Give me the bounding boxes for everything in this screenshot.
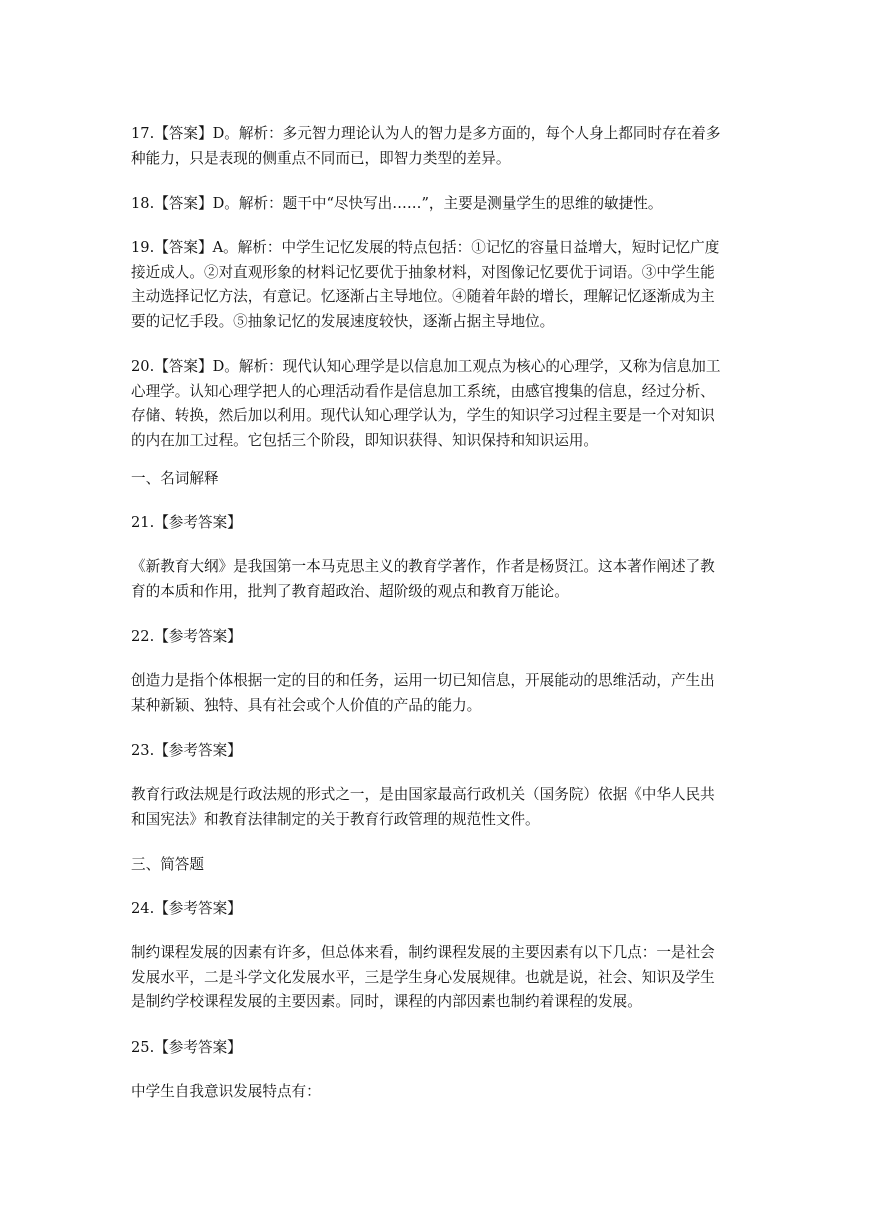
answer-22-line-1: 创造力是指个体根据一定的目的和任务，运用一切已知信息，开展能动的思维活动，产生出 (131, 672, 715, 689)
answer-24-line-3: 是制约学校课程发展的主要因素。同时，课程的内部因素也制约着课程的发展。 (131, 993, 642, 1010)
answer-23-line-2: 和国宪法》和教育法律制定的关于教育行政管理的规范性文件。 (131, 810, 540, 828)
answer-21-line-1: 《新教育大纲》是我国第一本马克思主义的教育学著作，作者是杨贤江。这本著作阐述了教 (131, 558, 715, 575)
answer-23-line-1: 教育行政法规是行政法规的形式之一，是由国家最高行政机关（国务院）依据《中华人民共 (131, 786, 715, 803)
answer-25-line-1: 中学生自我意识发展特点有： (131, 1083, 321, 1100)
answer-23-body (131, 783, 737, 832)
section-heading-terms: 一、名词解释 (131, 470, 219, 487)
answer-21-line-2: 育的本质和作用，批判了教育超政治、超阶级的观点和教育万能论。 (131, 582, 569, 600)
answer-17-line-2: 种能力，只是表现的侧重点不同而已，即智力类型的差异。 (131, 149, 511, 167)
answer-24-line-2: 发展水平，二是斗学文化发展水平，三是学生身心发展规律。也就是说，社会、知识及学生 (131, 968, 715, 986)
answer-24-heading: 24.【参考答案】 (131, 900, 242, 917)
answer-18-line-1: 18.【答案】D。解析：题干中“尽快写出……”，主要是测量学生的思维的敏捷性。 (131, 195, 663, 212)
answer-24-body (131, 941, 737, 1015)
answer-19-line-4: 要的记忆手段。⑤抽象记忆的发展速度较快，逐渐占据主导地位。 (131, 312, 555, 330)
answer-20-line-1: 20.【答案】D。解析：现代认知心理学是以信息加工观点为核心的心理学，又称为信息加工 (131, 358, 721, 375)
answer-19-line-1: 19.【答案】A。解析：中学生记忆发展的特点包括：①记忆的容量日益增大，短时记忆广度 (131, 239, 720, 256)
answer-18 (131, 192, 737, 217)
answer-22-heading: 22.【参考答案】 (131, 628, 242, 645)
section-heading-short-answer: 三、简答题 (131, 856, 204, 873)
answer-22-body (131, 669, 737, 718)
answer-21-heading: 21.【参考答案】 (131, 514, 242, 531)
answer-20-line-2: 心理学。认知心理学把人的心理活动看作是信息加工系统，由感官搜集的信息，经过分析、 (131, 382, 715, 400)
answer-22-line-2: 某种新颖、独特、具有社会或个人价值的产品的能力。 (131, 696, 482, 714)
answer-17-line-1: 17.【答案】D。解析：多元智力理论认为人的智力是多方面的，每个人身上都同时存在着多 (131, 125, 721, 142)
answer-20-line-3: 存储、转换，然后加以利用。现代认知心理学认为，学生的知识学习过程主要是一个对知识 (131, 407, 715, 424)
answer-20-line-4: 的内在加工过程。它包括三个阶段，即知识获得、知识保持和知识运用。 (131, 431, 599, 449)
answer-19-line-2: 接近成人。②对直观形象的材料记忆要优于抽象材料，对图像记忆要优于词语。③中学生能 (131, 263, 715, 281)
answer-25-body (131, 1080, 737, 1105)
answer-24-line-1: 制约课程发展的因素有许多，但总体来看，制约课程发展的主要因素有以下几点：一是社会 (131, 944, 715, 961)
answer-21-body (131, 555, 737, 604)
answer-19-line-3: 主动选择记忆方法，有意记。忆逐渐占主导地位。④随着年龄的增长，理解记忆逐渐成为主 (131, 288, 715, 305)
answer-25-heading: 25.【参考答案】 (131, 1039, 242, 1056)
answer-20 (131, 355, 737, 453)
answer-17 (131, 122, 737, 171)
answer-23-heading: 23.【参考答案】 (131, 742, 242, 759)
answer-19 (131, 236, 737, 334)
